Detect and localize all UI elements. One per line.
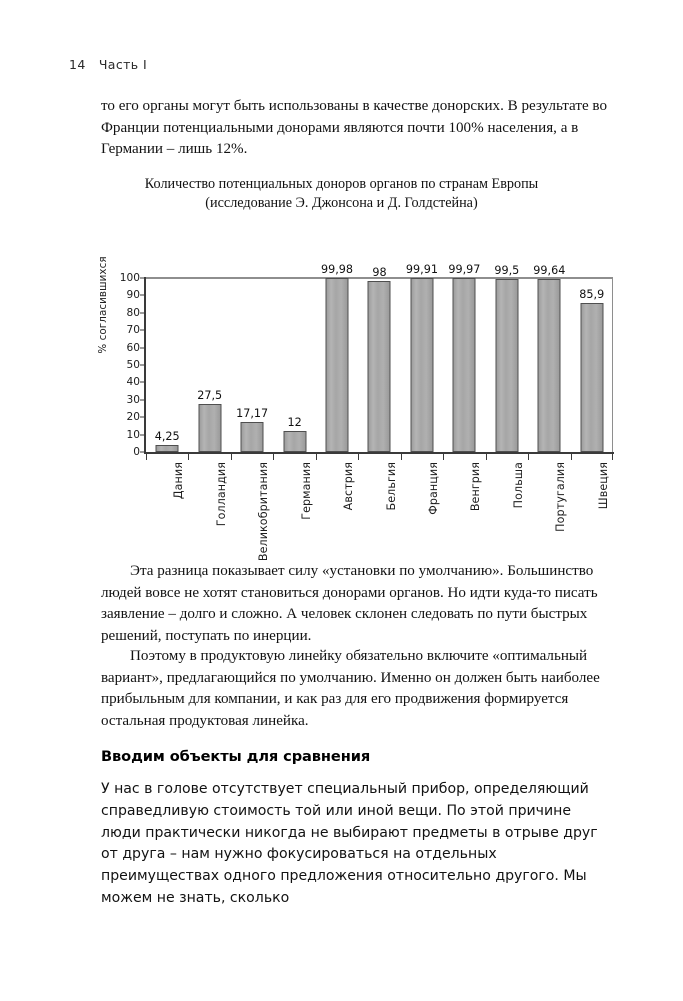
- x-tick-label: Бельгия: [384, 462, 398, 511]
- bar-cell: [231, 278, 273, 452]
- paragraph-intro: [101, 96, 613, 161]
- x-tick-mark: [231, 454, 232, 460]
- x-tick-mark: [316, 454, 317, 460]
- paragraph-product-line: [101, 646, 613, 732]
- plot-area: [146, 263, 613, 452]
- y-tick-label: 50: [126, 359, 140, 371]
- bar-cell: [571, 278, 613, 452]
- bar-value-label: 4,25: [154, 429, 180, 443]
- paragraph-default-effect: [101, 561, 613, 647]
- x-tick-label: Польша: [511, 462, 525, 509]
- bar-value-label: 17,17: [236, 407, 269, 421]
- y-tick-label: 60: [126, 341, 140, 354]
- bar-cell: [146, 278, 188, 452]
- figure-caption: [62, 175, 622, 212]
- x-tick-label: Австрия: [342, 462, 356, 511]
- x-tick-label: Франция: [426, 462, 440, 515]
- x-tick-label: Швеция: [596, 462, 610, 510]
- bar: [156, 445, 179, 452]
- x-tick-mark: [443, 454, 444, 460]
- x-tick-label: Дания: [172, 462, 186, 500]
- y-axis-tick-labels: [110, 272, 140, 458]
- bar: [453, 278, 476, 452]
- running-head: 14 Часть I: [69, 57, 148, 72]
- x-axis-tick-marks: [146, 454, 613, 460]
- x-tick-label: Германия: [299, 462, 313, 520]
- x-tick-mark: [612, 454, 613, 460]
- x-tick-mark: [188, 454, 189, 460]
- paragraph-text: Поэтому в продуктовую линейку обязательно включите «оптимальный вариант», предлагающийся по умолчанию. Именно он должен быть наиболее прибыльным для компании, и как раз для его продвижения формируется остальная продуктовая линейка.: [101, 648, 600, 729]
- bar: [241, 422, 264, 452]
- bar-series: [146, 263, 613, 452]
- x-tick-mark: [528, 454, 529, 460]
- bar: [368, 281, 391, 452]
- x-tick-mark: [358, 454, 359, 460]
- bar-value-label: 27,5: [197, 389, 223, 403]
- x-tick-mark: [571, 454, 572, 460]
- x-tick-mark: [273, 454, 274, 460]
- bar-value-label: 99,98: [321, 263, 354, 277]
- bar-value-label: 99,97: [448, 263, 481, 277]
- bar-cell: [273, 278, 315, 452]
- bar: [283, 431, 306, 452]
- y-tick-label: 80: [126, 306, 140, 319]
- y-tick-label: 40: [126, 376, 140, 389]
- bar-value-label: 12: [287, 416, 302, 430]
- bar-value-label: 99,5: [494, 263, 520, 277]
- y-tick-label: 30: [126, 393, 140, 406]
- bar: [495, 279, 518, 452]
- x-axis-tick-labels: [146, 462, 613, 562]
- paragraph-text: Эта разница показывает силу «установки по умолчанию». Большинство людей вовсе не хотят становиться донорами органов. Но идти куда-то писать заявление – долго и сложно. А человек склонен следовать по пути быстрых решений, поступать по инерции.: [101, 563, 598, 644]
- bar-value-label: 99,64: [533, 263, 566, 277]
- y-tick-label: 0: [133, 446, 140, 458]
- y-tick-label: 90: [126, 289, 140, 302]
- bar-cell: [188, 278, 230, 452]
- bar-cell: [401, 263, 443, 452]
- x-tick-label: Венгрия: [469, 462, 483, 512]
- figure-caption-line1: Количество потенциальных доноров органов по странам Европы: [144, 176, 539, 192]
- figure-donor-chart: [0, 175, 683, 562]
- bar-cell: [486, 263, 528, 452]
- paragraph-comparison: [101, 779, 613, 910]
- y-tick-label: 10: [126, 428, 140, 441]
- x-tick-mark: [486, 454, 487, 460]
- bar-value-label: 98: [372, 266, 387, 280]
- bar: [198, 404, 221, 452]
- x-tick-mark: [401, 454, 402, 460]
- bar-cell: [316, 263, 358, 452]
- y-tick-label: 70: [126, 324, 140, 337]
- bar-cell: [443, 263, 485, 452]
- bar-value-label: 99,91: [405, 263, 438, 277]
- paragraph-text: то его органы могут быть использованы в качестве донорских. В результате во Франции потенциальными донорами являются почти 100% населения, а в Германии – лишь 12%.: [101, 98, 608, 158]
- bar: [410, 278, 433, 452]
- bar-cell: [528, 263, 570, 452]
- figure-caption-line2: (исследование Э. Джонсона и Д. Голдстейна): [205, 194, 478, 211]
- y-axis-title: % согласившихся: [97, 256, 109, 354]
- y-tick-label: 20: [126, 411, 140, 424]
- bar-value-label: 85,9: [579, 287, 605, 301]
- bar-chart: [0, 222, 683, 562]
- x-tick-label: Голландия: [214, 462, 228, 527]
- bar: [580, 303, 603, 452]
- section-heading: Вводим объекты для сравнения: [101, 748, 371, 765]
- paragraph-text: У нас в голове отсутствует специальный прибор, определяющий справедливую стоимость той или иной вещи. По этой причине люди практически никогда не выбирают предметы в отрыве друг от друга – нам нужно фокусироваться на отдельных преимуществах одного предложения относительно другого. Мы можем не знать, сколько: [101, 781, 598, 906]
- x-tick-mark: [146, 454, 147, 460]
- bar: [538, 279, 561, 452]
- x-tick-label: Португалия: [554, 462, 568, 532]
- bar-cell: [358, 266, 400, 452]
- y-tick-label: 100: [119, 272, 140, 284]
- bar: [326, 278, 349, 452]
- x-tick-label: Великобритания: [257, 462, 271, 562]
